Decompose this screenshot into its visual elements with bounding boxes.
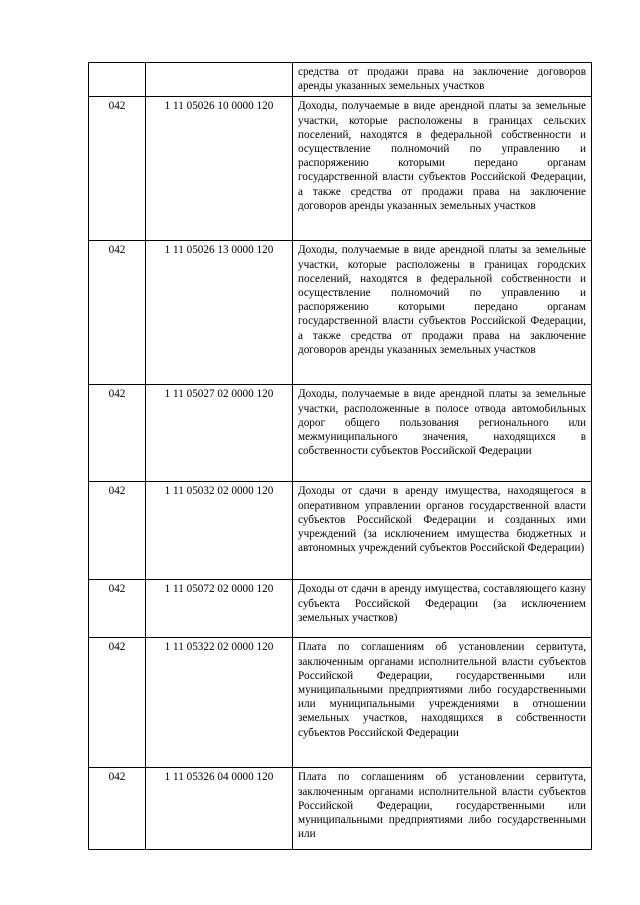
description-cell: Доходы, получаемые в виде арендной платы за земельные участки, расположенные в полосе отвода автомобильных дорог общего пользования регионального или межмуниципального значения, находящихся в собственности субъектов Российской Федерации (293, 385, 592, 482)
budget-code-cell (146, 63, 293, 97)
table-row (89, 580, 592, 638)
budget-code-cell: 1 11 05326 04 0000 120 (146, 768, 293, 850)
budget-code-cell: 1 11 05032 02 0000 120 (146, 482, 293, 580)
table-row (89, 63, 592, 97)
description-cell: Плата по соглашениям об установлении сервитута, заключенным органами исполнительной власти субъектов Российской Федерации, государственными или муниципальными предприятиями либо государственными или муниципальными учреждениями в отношении земельных участков, находящихся в собственности субъектов Российской Федерации (293, 638, 592, 768)
income-codes-table (88, 62, 592, 850)
budget-code-cell: 1 11 05322 02 0000 120 (146, 638, 293, 768)
admin-code-cell: 042 (89, 482, 146, 580)
table-row (89, 97, 592, 241)
budget-code-cell: 1 11 05026 10 0000 120 (146, 97, 293, 241)
budget-code-cell: 1 11 05026 13 0000 120 (146, 241, 293, 385)
admin-code-cell: 042 (89, 638, 146, 768)
admin-code-cell (89, 63, 146, 97)
description-cell: Доходы от сдачи в аренду имущества, составляющего казну субъекта Российской Федерации (за исключением земельных участков) (293, 580, 592, 638)
admin-code-cell: 042 (89, 241, 146, 385)
budget-code-cell: 1 11 05072 02 0000 120 (146, 580, 293, 638)
admin-code-cell: 042 (89, 97, 146, 241)
table-row (89, 385, 592, 482)
admin-code-cell: 042 (89, 768, 146, 850)
table-row (89, 638, 592, 768)
description-cell: средства от продажи права на заключение договоров аренды указанных земельных участков (293, 63, 592, 97)
table-row (89, 768, 592, 850)
description-cell: Доходы, получаемые в виде арендной платы за земельные участки, которые расположены в границах городских поселений, находятся в федеральной собственности и осуществление полномочий по управлению и распоряжению которыми передано органам государственной власти субъектов Российской Федерации, а также средства от продажи права на заключение договоров аренды указанных земельных участков (293, 241, 592, 385)
description-cell: Доходы от сдачи в аренду имущества, находящегося в оперативном управлении органов государственной власти субъектов Российской Федерации и созданных ими учреждений (за исключением имущества бюджетных и автономных учреждений субъектов Российской Федерации) (293, 482, 592, 580)
budget-code-cell: 1 11 05027 02 0000 120 (146, 385, 293, 482)
description-cell: Плата по соглашениям об установлении сервитута, заключенным органами исполнительной власти субъектов Российской Федерации, государственными или муниципальными предприятиями либо государственными или (293, 768, 592, 850)
description-cell: Доходы, получаемые в виде арендной платы за земельные участки, которые расположены в границах сельских поселений, находятся в федеральной собственности и осуществление полномочий по управлению и распоряжению которыми передано органам государственной власти субъектов Российской Федерации, а также средства от продажи права на заключение договоров аренды указанных земельных участков (293, 97, 592, 241)
table-row (89, 241, 592, 385)
admin-code-cell: 042 (89, 580, 146, 638)
table-row (89, 482, 592, 580)
admin-code-cell: 042 (89, 385, 146, 482)
